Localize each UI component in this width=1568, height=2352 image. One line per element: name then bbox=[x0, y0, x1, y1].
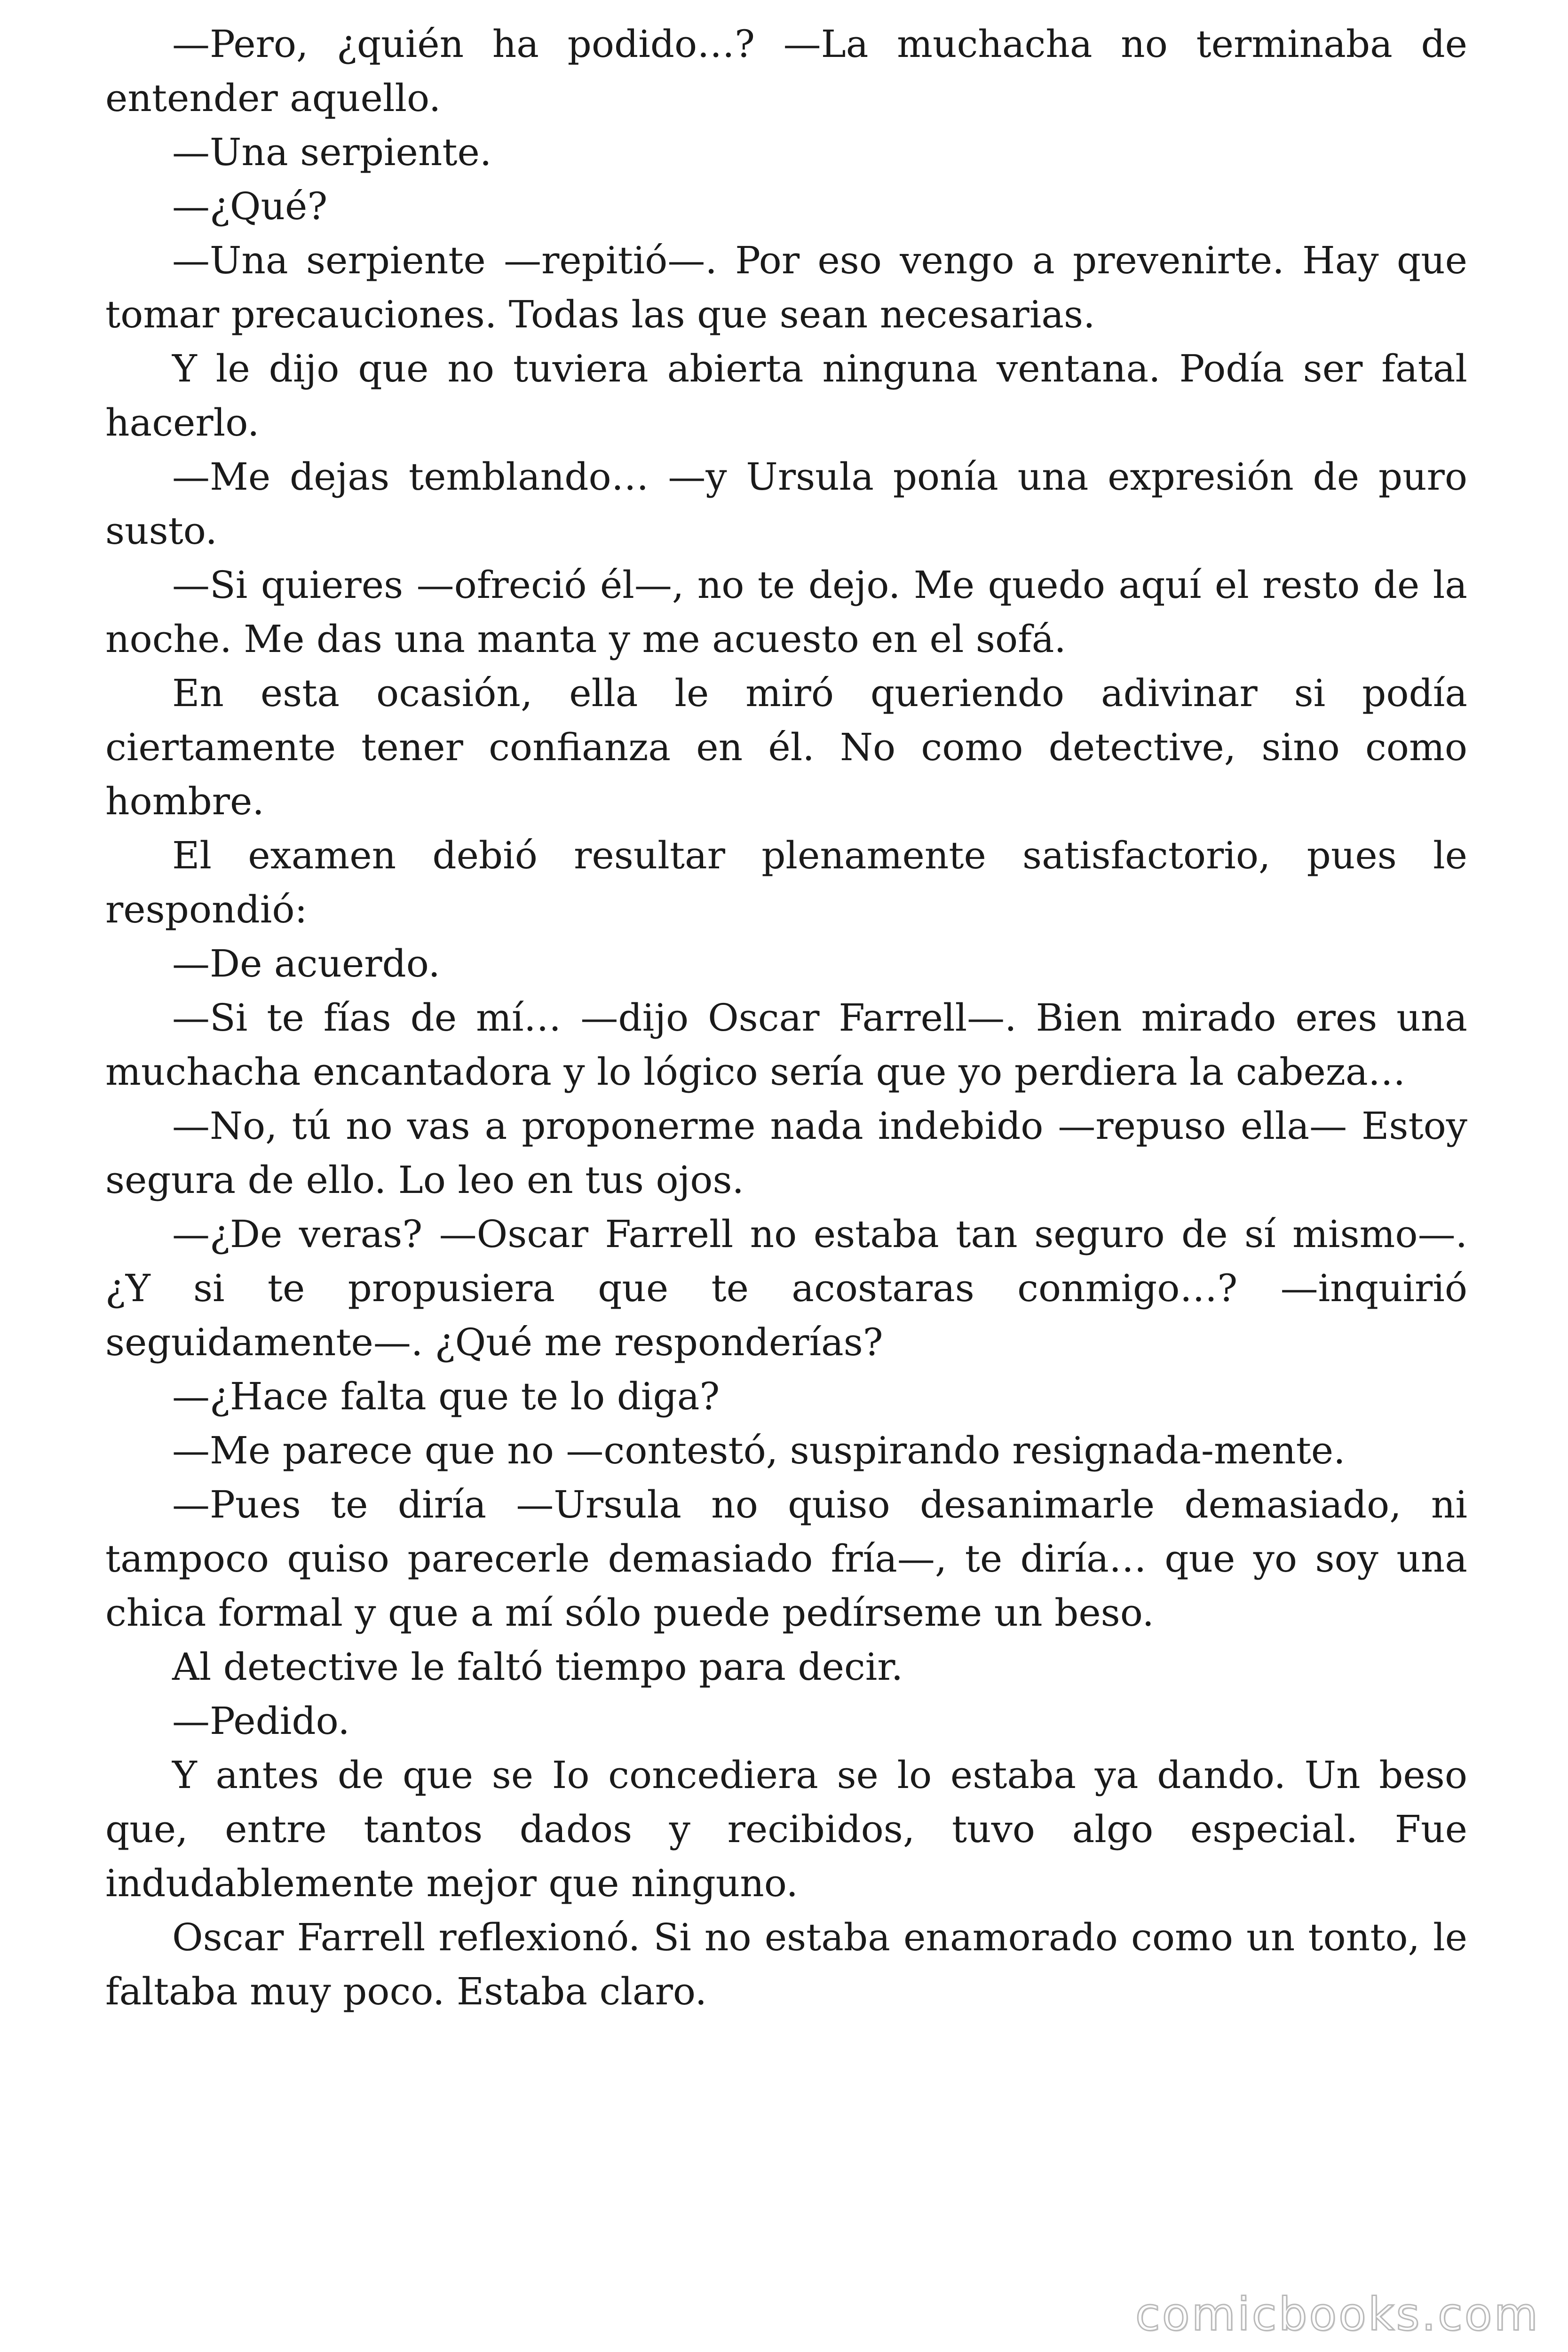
paragraph: —Pero, ¿quién ha podido…? —La muchacha no terminaba de entender aquello. bbox=[105, 22, 1467, 120]
paragraph: Oscar Farrell reflexionó. Si no estaba enamorado como un tonto, le faltaba muy poco. Estaba claro. bbox=[105, 1915, 1467, 2013]
paragraph: —Una serpiente. bbox=[172, 130, 492, 174]
paragraph: —Si quieres —ofreció él—, no te dejo. Me quedo aquí el resto de la noche. Me das una manta y me acuesto en el sofá. bbox=[105, 563, 1467, 661]
paragraph: —Si te fías de mí… —dijo Oscar Farrell—. Bien mirado eres una muchacha encantadora y lo lógico sería que yo perdiera la cabeza… bbox=[105, 996, 1467, 1094]
paragraph: —De acuerdo. bbox=[172, 942, 440, 985]
paragraph: El examen debió resultar plenamente satisfactorio, pues le respondió: bbox=[105, 834, 1467, 931]
paragraph: —Me parece que no —contestó, suspirando resignada-mente. bbox=[172, 1429, 1346, 1472]
paragraph: —¿De veras? —Oscar Farrell no estaba tan seguro de sí mismo—. ¿Y si te propusiera que te acostaras conmigo…? —inquirió seguidamente—. ¿Qué me responderías? bbox=[105, 1212, 1467, 1364]
body-text bbox=[105, 17, 1467, 2018]
paragraph: —No, tú no vas a proponerme nada indebido —repuso ella— Estoy segura de ello. Lo leo en tus ojos. bbox=[105, 1104, 1467, 1202]
paragraph: Y antes de que se Io concediera se lo estaba ya dando. Un beso que, entre tantos dados y recibidos, tuvo algo especial. Fue indudablemente mejor que ninguno. bbox=[105, 1753, 1467, 1905]
paragraph: —¿Qué? bbox=[172, 184, 328, 228]
paragraph: En esta ocasión, ella le miró queriendo adivinar si podía ciertamente tener confianza en él. No como detective, sino como hombre. bbox=[105, 671, 1467, 823]
paragraph: Y le dijo que no tuviera abierta ninguna ventana. Podía ser fatal hacerlo. bbox=[105, 347, 1467, 445]
watermark: comicbooks.com bbox=[1135, 2288, 1540, 2341]
paragraph: —Una serpiente —repitió—. Por eso vengo a prevenirte. Hay que tomar precauciones. Todas las que sean necesarias. bbox=[105, 238, 1467, 336]
paragraph: —Pues te diría —Ursula no quiso desanimarle demasiado, ni tampoco quiso parecerle demasiado fría—, te diría… que yo soy una chica formal y que a mí sólo puede pedírseme un beso. bbox=[105, 1483, 1467, 1635]
paragraph: —Me dejas temblando… —y Ursula ponía una expresión de puro susto. bbox=[105, 455, 1467, 553]
paragraph: —Pedido. bbox=[172, 1699, 350, 1743]
paragraph: —¿Hace falta que te lo diga? bbox=[172, 1375, 720, 1418]
paragraph: Al detective le faltó tiempo para decir. bbox=[172, 1645, 903, 1689]
